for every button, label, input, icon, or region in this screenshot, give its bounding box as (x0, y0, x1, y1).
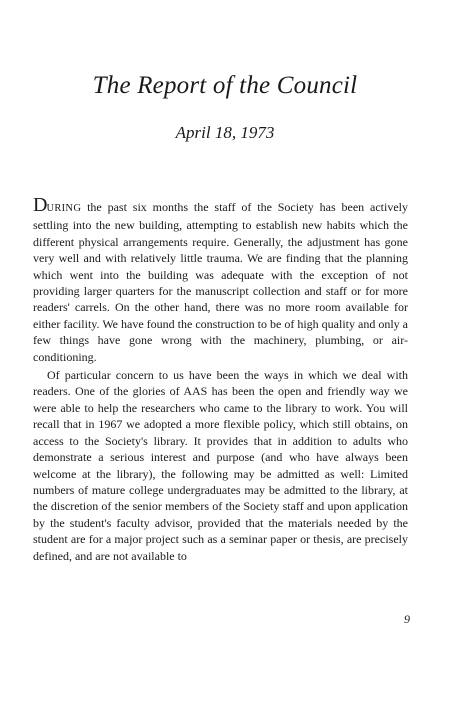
paragraph-1 (33, 194, 408, 365)
drop-cap: D (33, 194, 47, 216)
paragraph-1-text: the past six months the staff of the Society has been actively settling into the new building, attempting to establish new habits which the different physical arrangements require. Generally, the adjustment has gone very well and with relatively little trauma. We are finding that the planning which went into the building was adequate with the exception of not providing larger quarters for the manuscript collection and staff or for more readers' carrels. On the other hand, there was no more room available for either facility. We have found the construction to be of high quality and only a few things have gone wrong with the machinery, plumbing, or air-conditioning. (33, 200, 408, 364)
opening-small-caps: URING (46, 203, 82, 214)
report-body (33, 194, 408, 564)
paragraph-2: Of particular concern to us have been the ways in which we deal with readers. One of the glories of AAS has been the open and friendly way we were able to help the researchers who came to the library to work. You will recall that in 1967 we adopted a more flexible policy, which still obtains, on access to the Society's library. It provides that in addition to adults who demonstrate a serious interest and purpose (and who have always been welcome at the library), the following may be admitted as well: Limited numbers of mature college undergraduates may be admitted to the library, at the discretion of the senior members of the Society staff and upon application by the student's faculty advisor, provided that the materials needed by the student are for a major project such as a seminar paper or thesis, are precisely defined, and are not available to (33, 368, 408, 563)
page-number: 9 (404, 612, 410, 626)
report-title: The Report of the Council (92, 72, 358, 99)
report-date: April 18, 1973 (175, 123, 275, 142)
